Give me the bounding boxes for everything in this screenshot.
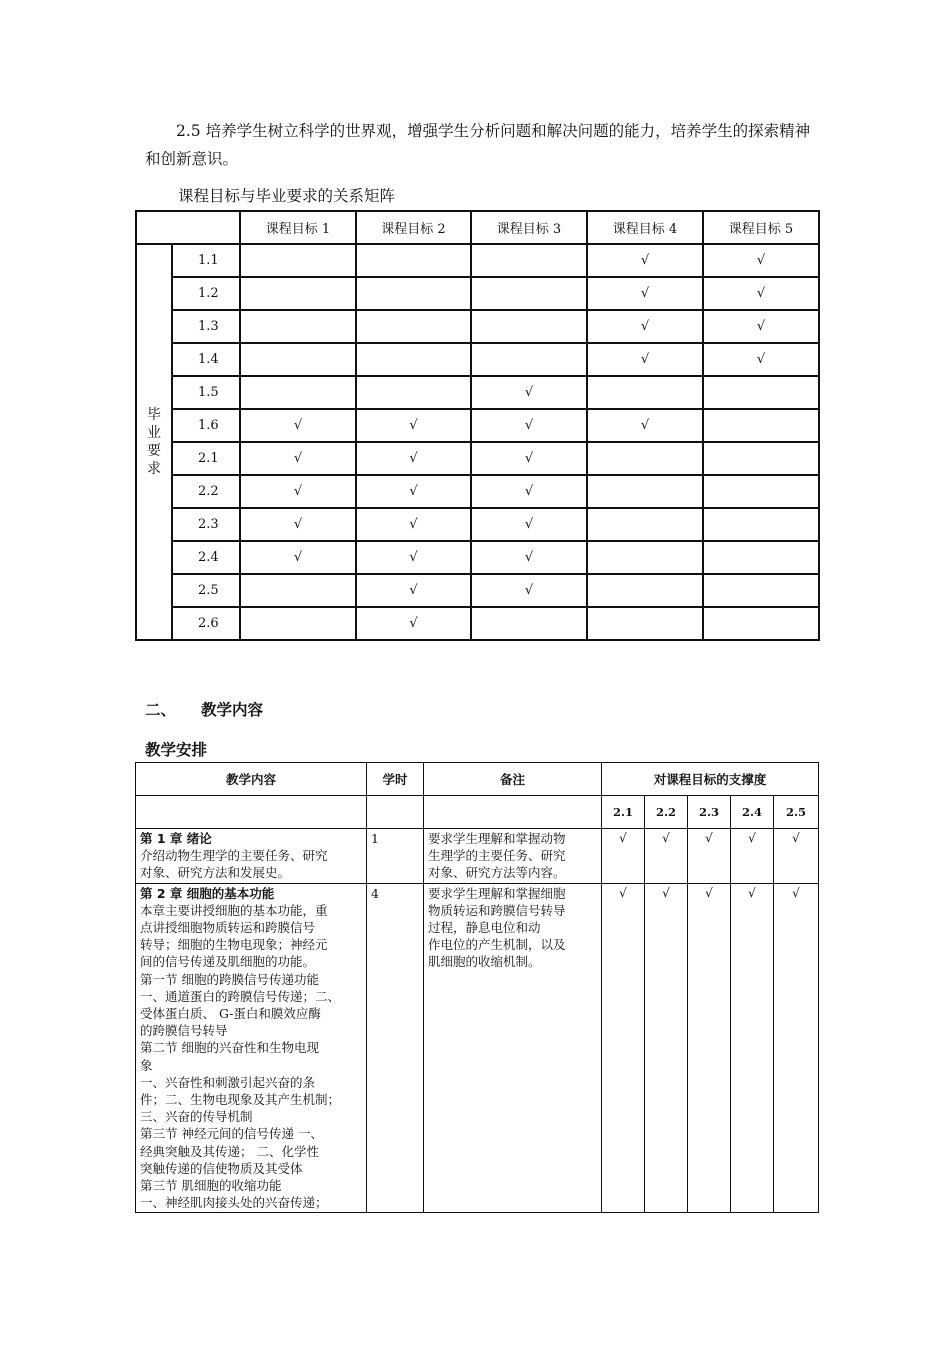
schedule-subheader-2-1: 2.1	[602, 796, 645, 829]
matrix-header-goal-1: 课程目标 1	[240, 211, 356, 244]
matrix-row-id: 2.5	[172, 574, 240, 607]
intro-text: 2.5 培养学生树立科学的世界观，增强学生分析问题和解决问题的能力，培养学生的探索精神和创新意识。	[145, 122, 811, 168]
matrix-check-cell	[471, 244, 587, 277]
schedule-subheader-2-3: 2.3	[688, 796, 731, 829]
matrix-check-cell: √	[587, 409, 703, 442]
matrix-check-cell	[703, 541, 819, 574]
matrix-check-cell: √	[356, 574, 471, 607]
matrix-check-cell	[587, 376, 703, 409]
matrix-row-id: 2.1	[172, 442, 240, 475]
matrix-check-cell	[703, 574, 819, 607]
chapter-line: 本章主要讲授细胞的基本功能，重	[140, 902, 328, 918]
chapter-line: 介绍动物生理学的主要任务、研究	[140, 848, 328, 864]
matrix-check-cell	[587, 541, 703, 574]
matrix-side-char: 业	[147, 425, 161, 441]
matrix-row-id: 2.4	[172, 541, 240, 574]
matrix-side-char: 求	[147, 461, 161, 477]
chapter-line: 受体蛋白质、 G-蛋白和膜效应酶	[140, 1006, 321, 1022]
schedule-blank-cell	[424, 796, 602, 829]
section-number: 二、	[145, 701, 177, 719]
matrix-check-cell: √	[587, 310, 703, 343]
matrix-check-cell: √	[471, 442, 587, 475]
matrix-check-cell: √	[703, 244, 819, 277]
matrix-row	[136, 343, 819, 376]
matrix-header-goal-3: 课程目标 3	[471, 211, 587, 244]
support-check-cell: √	[602, 883, 645, 1213]
matrix-header-goal-4: 课程目标 4	[587, 211, 703, 244]
support-check-cell: √	[774, 883, 819, 1213]
section-title: 教学内容	[201, 701, 264, 719]
chapter-line: 一、通道蛋白的跨膜信号传递；二、	[140, 988, 341, 1004]
support-check-cell: √	[731, 883, 774, 1213]
matrix-check-cell: √	[356, 607, 471, 640]
notes-line: 对象、研究方法等内容。	[428, 865, 566, 881]
matrix-check-cell	[471, 277, 587, 310]
matrix-check-cell	[587, 508, 703, 541]
chapter-line: 突触传递的信使物质及其受体	[140, 1160, 303, 1176]
matrix-check-cell	[356, 343, 471, 376]
support-check-cell: √	[774, 829, 819, 884]
matrix-check-cell: √	[587, 244, 703, 277]
matrix-corner-cell	[136, 211, 240, 244]
matrix-check-cell	[703, 607, 819, 640]
chapter-line: 点讲授细胞物质转运和跨膜信号	[140, 920, 316, 936]
matrix-row-id: 1.1	[172, 244, 240, 277]
matrix-check-cell: √	[471, 541, 587, 574]
chapter-line: 间的信号传递及肌细胞的功能。	[140, 954, 316, 970]
matrix-row	[136, 442, 819, 475]
matrix-check-cell	[703, 475, 819, 508]
notes-line: 要求学生理解和掌握动物	[428, 831, 566, 846]
chapter-line: 第一节 细胞的跨膜信号传递功能	[140, 971, 319, 987]
matrix-check-cell: √	[703, 277, 819, 310]
schedule-row	[136, 829, 819, 884]
matrix-row	[136, 310, 819, 343]
matrix-check-cell: √	[703, 310, 819, 343]
notes-line: 要求学生理解和掌握细胞	[428, 885, 566, 901]
matrix-check-cell: √	[703, 343, 819, 376]
notes-line: 物质转运和跨膜信号转导	[428, 902, 566, 918]
matrix-check-cell	[471, 310, 587, 343]
matrix-check-cell: √	[587, 343, 703, 376]
intro-paragraph	[145, 117, 820, 173]
schedule-blank-cell	[136, 796, 367, 829]
matrix-side-char: 要	[147, 443, 161, 459]
support-check-cell: √	[645, 883, 688, 1213]
schedule-hours-cell: 1	[367, 829, 424, 884]
matrix-check-cell: √	[356, 442, 471, 475]
matrix-row	[136, 574, 819, 607]
matrix-check-cell	[356, 277, 471, 310]
matrix-check-cell	[471, 607, 587, 640]
matrix-check-cell: √	[240, 409, 356, 442]
matrix-row-id: 2.3	[172, 508, 240, 541]
matrix-side-char: 毕	[147, 407, 161, 423]
matrix-check-cell: √	[356, 409, 471, 442]
chapter-line: 第二节 细胞的兴奋性和生物电现	[140, 1040, 319, 1056]
matrix-row-id: 1.5	[172, 376, 240, 409]
notes-line: 过程，静息电位和动	[428, 920, 541, 936]
support-check-cell: √	[688, 883, 731, 1213]
matrix-check-cell	[356, 310, 471, 343]
matrix-row	[136, 541, 819, 574]
schedule-blank-cell	[367, 796, 424, 829]
matrix-check-cell	[240, 376, 356, 409]
chapter-line: 第三节 神经元间的信号传递 一、	[140, 1126, 323, 1142]
matrix-row-id: 1.2	[172, 277, 240, 310]
notes-line: 生理学的主要任务、研究	[428, 848, 566, 864]
support-check-cell: √	[731, 829, 774, 884]
matrix-check-cell	[240, 343, 356, 376]
schedule-header-content: 教学内容	[136, 763, 367, 796]
schedule-content-cell	[136, 829, 367, 884]
support-check-cell: √	[645, 829, 688, 884]
support-check-cell: √	[602, 829, 645, 884]
matrix-side-label	[136, 244, 172, 640]
matrix-check-cell	[240, 277, 356, 310]
matrix-check-cell	[587, 607, 703, 640]
matrix-header-goal-5: 课程目标 5	[703, 211, 819, 244]
matrix-check-cell	[587, 442, 703, 475]
matrix-check-cell	[587, 475, 703, 508]
matrix-row-id: 1.3	[172, 310, 240, 343]
chapter-line: 象	[140, 1057, 153, 1073]
matrix-check-cell: √	[587, 277, 703, 310]
matrix-check-cell	[356, 244, 471, 277]
section-heading	[145, 698, 263, 720]
matrix-check-cell: √	[240, 508, 356, 541]
matrix-check-cell: √	[471, 508, 587, 541]
notes-line: 肌细胞的收缩机制。	[428, 954, 541, 970]
matrix-row-id: 2.6	[172, 607, 240, 640]
matrix-check-cell: √	[356, 475, 471, 508]
matrix-caption: 课程目标与毕业要求的关系矩阵	[178, 187, 396, 205]
matrix-check-cell: √	[240, 442, 356, 475]
chapter-line: 第三节 肌细胞的收缩功能	[140, 1178, 282, 1194]
matrix-row	[136, 244, 819, 277]
matrix-row	[136, 277, 819, 310]
relation-matrix-table	[135, 210, 820, 641]
schedule-header-support: 对课程目标的支撑度	[602, 763, 819, 796]
schedule-hours-cell: 4	[367, 883, 424, 1213]
matrix-row	[136, 508, 819, 541]
matrix-check-cell: √	[471, 475, 587, 508]
matrix-check-cell	[356, 376, 471, 409]
matrix-check-cell	[703, 508, 819, 541]
matrix-check-cell	[240, 607, 356, 640]
schedule-notes-cell	[424, 883, 602, 1213]
matrix-check-cell	[240, 244, 356, 277]
matrix-check-cell	[703, 409, 819, 442]
chapter-line: 一、神经肌肉接头处的兴奋传递；	[140, 1195, 328, 1211]
matrix-header-row	[136, 211, 819, 244]
chapter-line: 经典突触及其传递； 二、化学性	[140, 1143, 319, 1159]
schedule-content-cell	[136, 883, 367, 1213]
matrix-check-cell: √	[471, 409, 587, 442]
matrix-check-cell: √	[356, 541, 471, 574]
notes-line: 作电位的产生机制，以及	[428, 937, 566, 953]
chapter-title: 第 2 章 细胞的基本功能	[140, 885, 275, 901]
matrix-check-cell	[240, 310, 356, 343]
matrix-check-cell: √	[240, 475, 356, 508]
chapter-line: 件；二、生物电现象及其产生机制；	[140, 1092, 341, 1108]
matrix-row-id: 2.2	[172, 475, 240, 508]
schedule-subheader-2-5: 2.5	[774, 796, 819, 829]
chapter-line: 对象、研究方法和发展史。	[140, 865, 291, 881]
matrix-row-id: 1.4	[172, 343, 240, 376]
schedule-row	[136, 883, 819, 1213]
schedule-header-hours: 学时	[367, 763, 424, 796]
matrix-row-id: 1.6	[172, 409, 240, 442]
schedule-subheader-2-2: 2.2	[645, 796, 688, 829]
matrix-check-cell: √	[240, 541, 356, 574]
matrix-row	[136, 475, 819, 508]
matrix-check-cell: √	[471, 376, 587, 409]
matrix-row	[136, 376, 819, 409]
chapter-line: 一、兴奋性和刺激引起兴奋的条	[140, 1074, 316, 1090]
schedule-header-notes: 备注	[424, 763, 602, 796]
matrix-check-cell	[240, 574, 356, 607]
matrix-check-cell	[587, 574, 703, 607]
section-subtitle: 教学安排	[145, 741, 208, 759]
matrix-check-cell: √	[471, 574, 587, 607]
schedule-header-row	[136, 763, 819, 796]
chapter-title: 第 1 章 绪论	[140, 831, 212, 846]
chapter-line: 的跨膜信号转导	[140, 1023, 228, 1039]
schedule-subheader-row	[136, 796, 819, 829]
matrix-header-goal-2: 课程目标 2	[356, 211, 471, 244]
matrix-check-cell	[703, 376, 819, 409]
matrix-row	[136, 607, 819, 640]
support-check-cell: √	[688, 829, 731, 884]
chapter-line: 转导；细胞的生物电现象；神经元	[140, 937, 328, 953]
matrix-check-cell: √	[356, 508, 471, 541]
schedule-subheader-2-4: 2.4	[731, 796, 774, 829]
teaching-schedule-table	[135, 762, 819, 1213]
matrix-row	[136, 409, 819, 442]
matrix-check-cell	[703, 442, 819, 475]
matrix-check-cell	[471, 343, 587, 376]
chapter-line: 三、兴奋的传导机制	[140, 1109, 253, 1125]
schedule-notes-cell	[424, 829, 602, 884]
